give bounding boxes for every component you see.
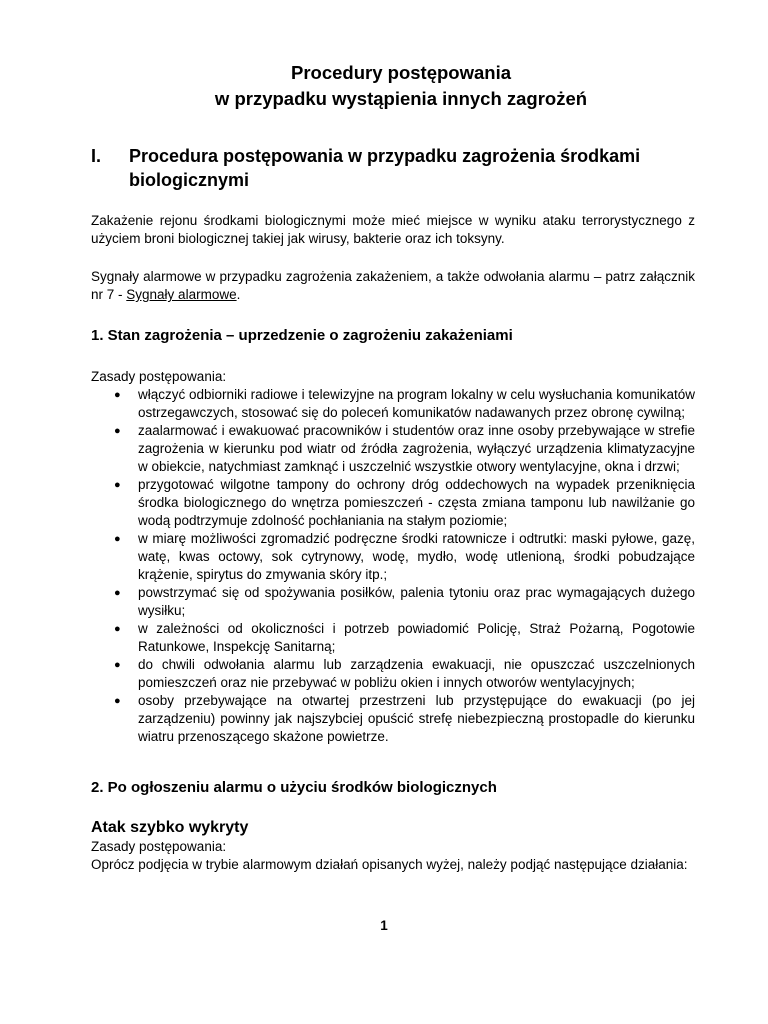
rules-label: Zasady postępowania: [91,369,227,384]
attack-paragraph: Oprócz podjęcia w trybie alarmowym działań opisanych wyżej, należy podjąć następujące działania: [91,857,688,872]
bullet-icon: ● [114,659,121,671]
title-line-1: Procedury postępowania [291,62,511,83]
rule-text: w zależności od okoliczności i potrzeb powiadomić Policję, Straż Pożarną, Pogotowie Ratunkowe, Inspekcję Sanitarną; [138,621,695,654]
rule-text: w miarę możliwości zgromadzić podręczne środki ratownicze i odtrutki: maski pyłowe, gazę, watę, kwas octowy, sok cytrynowy, wodę, mydło, wodę utlenioną, środki pobudzające krążenie, spirytus do zmywania skóry itp.; [138,531,695,582]
rule-text: zaalarmować i ewakuować pracowników i studentów oraz inne osoby przebywające w strefie zagrożenia w kierunku pod wiatr od źródła zagrożenia, wyłączyć urządzenia klimatyzacyjne w obiekcie, natychmiast zamknąć i uszczelnić wszystkie otwory wentylacyjne, okna i drzwi; [138,423,695,474]
list-item [114,476,695,530]
bullet-icon: ● [114,623,121,635]
attack-title: Atak szybko wykryty [91,819,249,836]
section-1-title: Procedura postępowania w przypadku zagrożenia środkami biologicznymi [129,146,641,190]
list-item [114,584,695,620]
signals-text: Sygnały alarmowe w przypadku zagrożenia zakażeniem, a także odwołania alarmu – patrz załącznik nr 7 - [91,269,695,302]
bullet-icon: ● [114,425,121,437]
bullet-icon: ● [114,695,121,707]
rule-text: przygotować wilgotne tampony do ochrony dróg oddechowych na wypadek przeniknięcia środka biologicznego do wnętrza pomieszczeń - częsta zmiana tamponu lub nawilżanie go wodą podtrzymuje zdolność pochłaniania na stałym poziomie; [138,477,695,528]
rule-text: do chwili odwołania alarmu lub zarządzenia ewakuacji, nie opuszczać uszczelnionych pomieszczeń oraz nie przebywać w pobliżu okien i innych otworów wentylacyjnych; [138,657,695,690]
rules-list [91,386,695,746]
title-line-2: w przypadku wystąpienia innych zagrożeń [214,88,588,109]
list-item [114,692,695,746]
rule-text: powstrzymać się od spożywania posiłków, palenia tytoniu oraz prac wymagających dużego wysiłku; [138,585,695,618]
list-item [114,530,695,584]
rule-text: włączyć odbiorniki radiowe i telewizyjne na program lokalny w celu wysłuchania komunikatów ostrzegawczych, stosować się do poleceń komunikatów nadawanych przez obronę cywilną; [138,387,695,420]
intro-paragraph: Zakażenie rejonu środkami biologicznymi może mieć miejsce w wyniku ataku terrorystycznego z użyciem broni biologicznej takiej jak wirusy, bakterie oraz ich toksyny. [91,213,695,246]
signals-paragraph [91,268,695,304]
section-1-heading [91,144,695,192]
subsection-2-heading: 2. Po ogłoszeniu alarmu o użyciu środków biologicznych [91,779,497,796]
signals-end: . [236,287,241,302]
subsection-1-heading: 1. Stan zagrożenia – uprzedzenie o zagrożeniu zakażeniami [91,327,513,344]
signals-link[interactable]: Sygnały alarmowe [126,287,237,302]
bullet-icon: ● [114,389,121,401]
list-item [114,386,695,422]
bullet-icon: ● [114,533,121,545]
rule-text: osoby przebywające na otwartej przestrzeni lub przystępujące do ewakuacji (po jej zarządzeniu) powinny jak najszybciej opuścić strefę niebezpieczną prostopadle do kierunku wiatru przenoszącego skażone powietrze. [138,693,695,744]
list-item [114,620,695,656]
attack-rules-label: Zasady postępowania: [91,839,227,854]
bullet-icon: ● [114,587,121,599]
page-number: 1 [380,918,388,933]
list-item [114,422,695,476]
document-title [107,60,695,112]
list-item [114,656,695,692]
section-1-number: I. [91,146,102,166]
bullet-icon: ● [114,479,121,491]
